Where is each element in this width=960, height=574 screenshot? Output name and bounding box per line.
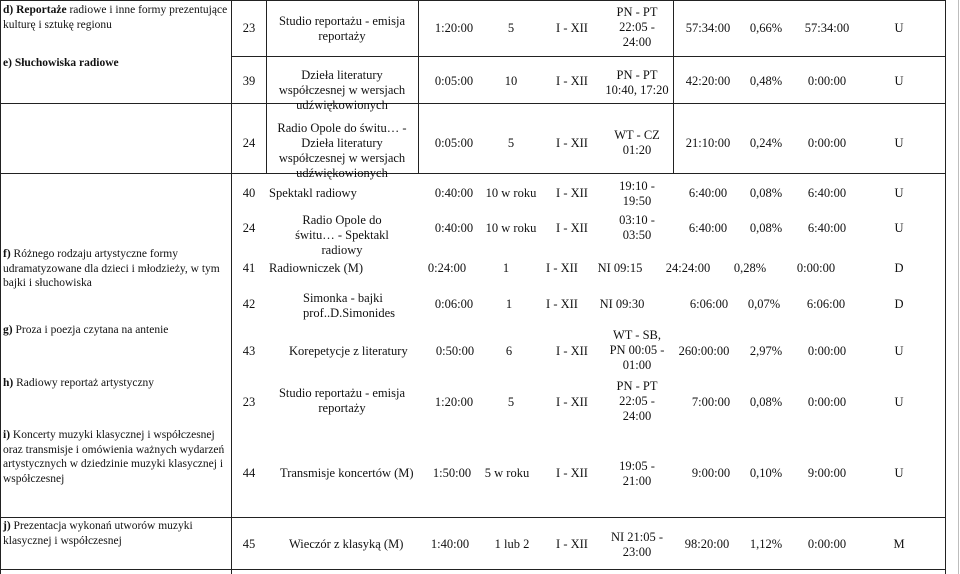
duration: 1:20:00 — [434, 21, 474, 35]
row-number: 45 — [242, 537, 256, 551]
total-time: 6:06:00 — [689, 297, 729, 311]
frequency: 6 — [505, 344, 513, 358]
first-broadcast-time: 0:00:00 — [807, 136, 847, 150]
duration: 0:24:00 — [427, 261, 467, 275]
first-broadcast-time: 6:40:00 — [807, 186, 847, 200]
first-broadcast-time: 0:00:00 — [807, 344, 847, 358]
months: I - XII — [546, 261, 578, 275]
months: I - XII — [556, 74, 588, 88]
grid-line — [0, 517, 946, 518]
frequency: 5 w roku — [484, 466, 530, 480]
duration: 1:20:00 — [434, 395, 474, 409]
months: I - XII — [546, 297, 578, 311]
row-number: 23 — [242, 395, 256, 409]
frequency: 5 — [507, 395, 515, 409]
programme-type: U — [894, 344, 904, 358]
months: I - XII — [556, 395, 588, 409]
programme-title: Studio reportażu - emisja reportaży — [278, 386, 405, 415]
broadcast-time: 19:05 - 21:00 — [619, 459, 655, 488]
first-broadcast-time: 9:00:00 — [807, 466, 847, 480]
duration: 0:40:00 — [434, 221, 474, 235]
programme-title: Radio Opole do świtu… - Dzieła literatury współczesnej w wersjach udźwiękowionych — [277, 121, 407, 180]
grid-line — [231, 0, 232, 574]
months: I - XII — [556, 21, 588, 35]
total-time: 260:00:00 — [678, 344, 730, 358]
months: I - XII — [556, 186, 588, 200]
programme-type: U — [894, 136, 904, 150]
share-percent: 0,07% — [747, 297, 781, 311]
share-percent: 0,24% — [749, 136, 783, 150]
frequency: 5 — [507, 136, 515, 150]
duration: 0:50:00 — [435, 344, 475, 358]
row-number: 40 — [242, 186, 256, 200]
share-percent: 0,66% — [749, 21, 783, 35]
row-number: 42 — [242, 297, 256, 311]
share-percent: 0,10% — [749, 466, 783, 480]
broadcast-time: PN - PT 10:40, 17:20 — [605, 68, 669, 97]
frequency: 1 — [505, 297, 513, 311]
frequency: 5 — [507, 21, 515, 35]
grid-line — [673, 0, 674, 173]
category-j — [3, 519, 229, 548]
total-time: 21:10:00 — [685, 136, 731, 150]
programme-title: Studio reportażu - emisja reportaży — [278, 14, 405, 43]
months: I - XII — [556, 344, 588, 358]
frequency: 1 — [502, 261, 510, 275]
first-broadcast-time: 0:00:00 — [807, 395, 847, 409]
programme-title: Wieczór z klasyką (M) — [289, 537, 404, 551]
grid-line — [0, 0, 1, 574]
total-time: 98:20:00 — [684, 537, 730, 551]
total-time: 7:00:00 — [691, 395, 731, 409]
broadcast-time: NI 09:15 — [597, 261, 643, 275]
broadcast-time: PN - PT 22:05 - 24:00 — [616, 5, 658, 49]
duration: 0:05:00 — [434, 136, 474, 150]
category-text: radiowe i inne formy prezentujące kulturę i sztukę regionu — [3, 4, 228, 31]
first-broadcast-time: 0:00:00 — [807, 74, 847, 88]
row-number: 24 — [242, 136, 256, 150]
row-number: 23 — [242, 21, 256, 35]
share-percent: 0,08% — [749, 395, 783, 409]
frequency: 10 — [504, 74, 518, 88]
category-text: Koncerty muzyki klasycznej i współczesnej oraz transmisje i omówienia ważnych wydarzeń artystycznych w dziedzinie muzyki klasycznej i współczesnej — [3, 429, 225, 485]
duration: 1:40:00 — [430, 537, 470, 551]
total-time: 9:00:00 — [691, 466, 731, 480]
broadcast-time: NI 09:30 — [599, 297, 645, 311]
share-percent: 0,08% — [749, 221, 783, 235]
total-time: 6:40:00 — [688, 221, 728, 235]
category-letter: d) — [3, 4, 14, 16]
first-broadcast-time: 0:00:00 — [807, 537, 847, 551]
first-broadcast-time: 6:40:00 — [807, 221, 847, 235]
total-time: 24:24:00 — [665, 261, 711, 275]
row-number: 43 — [242, 344, 256, 358]
programme-title: Spektakl radiowy — [269, 186, 357, 200]
programme-title: Simonka - bajki prof..D.Simonides — [303, 291, 396, 320]
share-percent: 0,28% — [733, 261, 767, 275]
duration: 0:05:00 — [434, 74, 474, 88]
first-broadcast-time: 57:34:00 — [804, 21, 850, 35]
category-letter: j) — [3, 520, 11, 532]
share-percent: 2,97% — [749, 344, 783, 358]
category-letter: h) — [3, 377, 14, 389]
programme-title: Transmisje koncertów (M) — [280, 466, 414, 480]
grid-line — [945, 0, 946, 574]
first-broadcast-time: 6:06:00 — [806, 297, 846, 311]
frequency: 10 w roku — [485, 186, 537, 200]
programme-type: D — [894, 261, 904, 275]
broadcast-time: 19:10 - 19:50 — [619, 179, 655, 208]
programme-type: U — [894, 74, 904, 88]
programme-title: Radio Opole do świtu… - Spektakl radiowy — [295, 213, 389, 257]
programme-type: D — [894, 297, 904, 311]
grid-line — [0, 173, 946, 174]
category-text: Prezentacja wykonań utworów muzyki klasycznej i współczesnej — [3, 520, 193, 547]
duration: 0:40:00 — [434, 186, 474, 200]
category-text: Radiowy reportaż artystyczny — [16, 377, 155, 389]
programme-type: U — [894, 186, 904, 200]
broadcast-time: 03:10 - 03:50 — [619, 213, 655, 242]
programme-type: U — [894, 21, 904, 35]
row-number: 39 — [242, 74, 256, 88]
months: I - XII — [556, 537, 588, 551]
category-f — [3, 247, 229, 291]
grid-line — [0, 569, 946, 570]
programme-title: Korepetycje z literatury — [289, 344, 408, 358]
share-percent: 1,12% — [749, 537, 783, 551]
frequency: 10 w roku — [485, 221, 537, 235]
grid-line — [958, 0, 959, 574]
broadcast-time: PN - PT 22:05 - 24:00 — [616, 379, 658, 423]
duration: 1:50:00 — [432, 466, 472, 480]
row-number: 44 — [242, 466, 256, 480]
share-percent: 0,08% — [749, 186, 783, 200]
category-letter: f) — [3, 248, 11, 260]
broadcast-time: WT - CZ 01:20 — [614, 128, 660, 157]
grid-line — [0, 103, 232, 104]
programme-type: M — [893, 537, 905, 551]
row-number: 24 — [242, 221, 256, 235]
row-number: 41 — [242, 261, 256, 275]
category-text: Różnego rodzaju artystyczne formy udramatyzowane dla dzieci i młodzieży, w tym bajki i słuchowiska — [3, 248, 220, 290]
grid-line — [231, 56, 946, 57]
grid-line — [0, 0, 946, 1]
category-i — [3, 428, 229, 486]
total-time: 57:34:00 — [685, 21, 731, 35]
total-time: 6:40:00 — [688, 186, 728, 200]
programme-type: U — [894, 466, 904, 480]
category-letter: i) — [3, 429, 11, 441]
total-time: 42:20:00 — [685, 74, 731, 88]
category-text: Proza i poezja czytana na antenie — [15, 324, 169, 336]
broadcast-time: WT - SB, PN 00:05 - 01:00 — [609, 328, 665, 372]
frequency: 1 lub 2 — [494, 537, 530, 551]
category-bold: Reportaże — [16, 4, 67, 16]
broadcast-time: NI 21:05 - 23:00 — [610, 530, 664, 559]
share-percent: 0,48% — [749, 74, 783, 88]
duration: 0:06:00 — [434, 297, 474, 311]
months: I - XII — [556, 466, 588, 480]
category-letter: g) — [3, 324, 13, 336]
category-g — [3, 323, 229, 338]
programme-type: U — [894, 221, 904, 235]
category-h — [3, 376, 229, 391]
months: I - XII — [556, 136, 588, 150]
programme-type: U — [894, 395, 904, 409]
grid-line — [418, 0, 419, 173]
category-e — [3, 56, 229, 71]
first-broadcast-time: 0:00:00 — [796, 261, 836, 275]
category-letter: e) — [3, 57, 12, 69]
months: I - XII — [556, 221, 588, 235]
programme-title: Dzieła literatury współczesnej w wersjach udźwiękowionych — [278, 68, 406, 112]
category-bold: Słuchowiska radiowe — [14, 57, 119, 69]
programme-title: Radiowniczek (M) — [269, 261, 364, 275]
category-d — [3, 3, 229, 32]
